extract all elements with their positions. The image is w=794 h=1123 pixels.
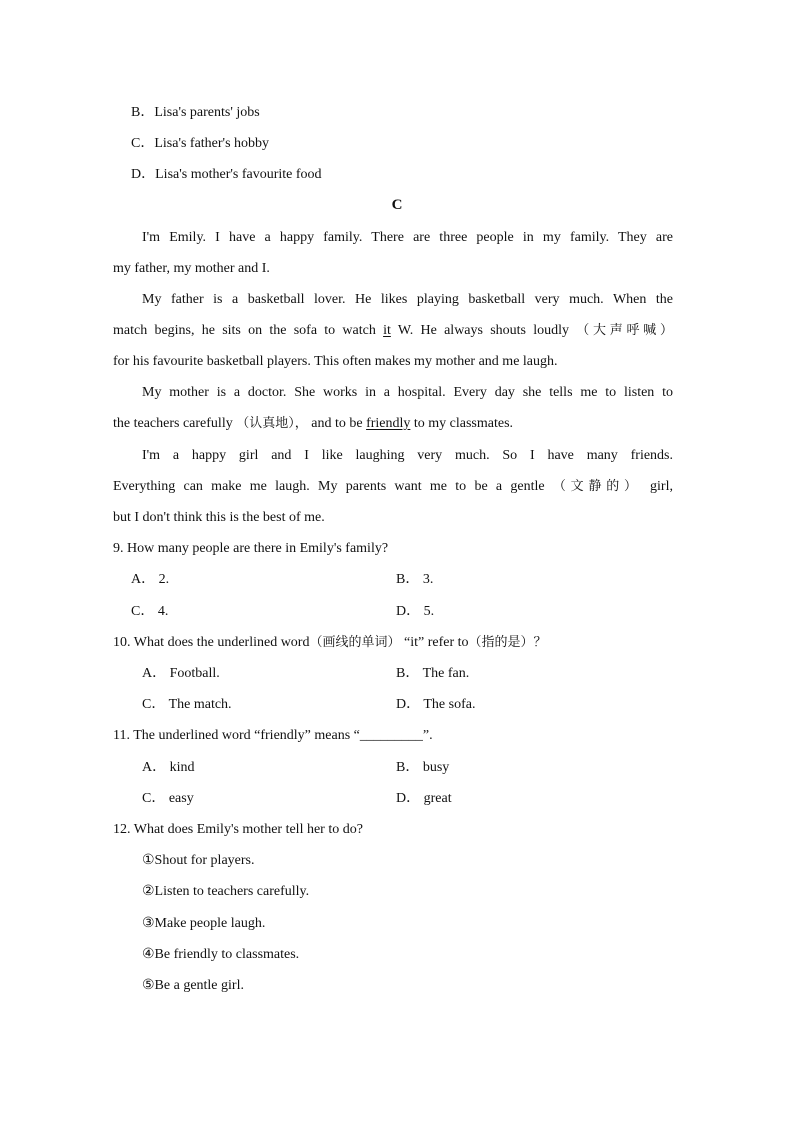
- underlined-word-friendly: friendly: [366, 416, 411, 431]
- passage-p2-line3: for his favourite basketball players. This often makes my mother and me laugh.: [113, 354, 558, 369]
- question-9-option-c: C． 4.: [131, 604, 169, 619]
- passage-p2-line2: match begins, he sits on the sofa to watch it W. He always shouts loudly （大声呼喊）: [113, 323, 673, 338]
- question-9-option-a: A． 2.: [131, 572, 170, 587]
- question-12-item-2: ②Listen to teachers carefully.: [142, 884, 310, 899]
- passage-p1-line2: my father, my mother and I.: [113, 261, 270, 276]
- question-11-option-a: A． kind: [142, 760, 195, 775]
- prev-option-c: C．Lisa's father's hobby: [131, 136, 270, 151]
- underlined-word-it: it: [383, 323, 391, 338]
- prev-option-b: B．Lisa's parents' jobs: [131, 105, 260, 120]
- question-12-item-5: ⑤Be a gentle girl.: [142, 978, 244, 993]
- question-10-option-d: D． The sofa.: [396, 697, 476, 712]
- passage-p2-line1: My father is a basketball lover. He likes playing basketball very much. When the: [142, 292, 673, 307]
- question-10-option-c: C． The match.: [142, 697, 232, 712]
- question-9-stem: 9. How many people are there in Emily's family?: [113, 541, 389, 556]
- passage-p4-line3: but I don't think this is the best of me.: [113, 510, 325, 525]
- question-10-option-a: A． Football.: [142, 666, 220, 681]
- question-10-option-b: B． The fan.: [396, 666, 470, 681]
- passage-p4-line2: Everything can make me laugh. My parents want me to be a gentle （文静的） girl,: [113, 479, 673, 494]
- question-9-option-b: B． 3.: [396, 572, 434, 587]
- passage-p3-line2: the teachers carefully （认真地）， and to be friendly to my classmates.: [113, 416, 514, 431]
- passage-p3-line1: My mother is a doctor. She works in a hospital. Every day she tells me to listen to: [142, 385, 673, 400]
- prev-option-d: D．Lisa's mother's favourite food: [131, 167, 322, 182]
- question-11-option-c: C． easy: [142, 791, 194, 806]
- section-heading: C: [391, 197, 403, 213]
- question-12-stem: 12. What does Emily's mother tell her to do?: [113, 822, 363, 837]
- question-11-option-d: D． great: [396, 791, 452, 806]
- question-11-stem: 11. The underlined word “friendly” means “_________”.: [113, 728, 433, 743]
- question-11-option-b: B． busy: [396, 760, 450, 775]
- passage-p4-line1: I'm a happy girl and I like laughing very much. So I have many friends.: [142, 448, 673, 463]
- question-12-item-4: ④Be friendly to classmates.: [142, 947, 300, 962]
- question-9-option-d: D． 5.: [396, 604, 435, 619]
- question-10-stem: 10. What does the underlined word（画线的单词） “it” refer to（指的是）？: [113, 635, 547, 650]
- question-12-item-3: ③Make people laugh.: [142, 916, 266, 931]
- question-12-item-1: ①Shout for players.: [142, 853, 255, 868]
- passage-p1-line1: I'm Emily. I have a happy family. There are three people in my family. They are: [142, 230, 673, 245]
